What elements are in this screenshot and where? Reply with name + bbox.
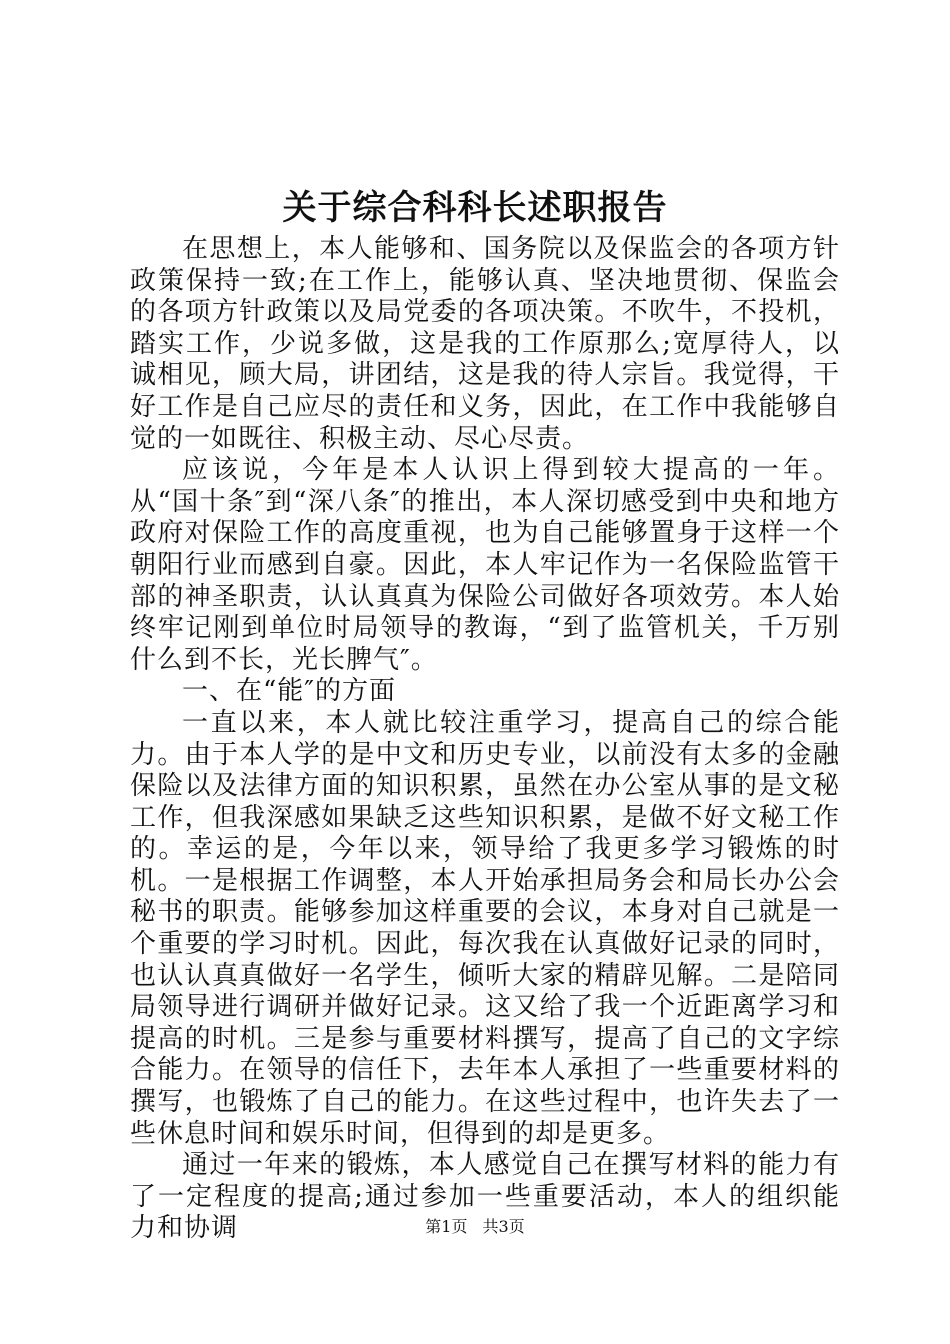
document-title: 关于综合科科长述职报告 (282, 188, 668, 228)
section-heading-1: 一、在“能″的方面 (182, 676, 397, 707)
paragraph-1: 在思想上，本人能够和、国务院以及保监会的各项方针政策保持一致;在工作上，能够认真、坚决地贯彻、保监会的各项方针政策以及局党委的各项决策。不吹牛，不投机，踏实工作，少说多做，这是我的工作原那么;宽厚待人，以诚相见，顾大局，讲团结，这是我的待人宗旨。我觉得，干好工作是自己应尽的责任和义务，因此，在工作中我能够自觉的一如既往、积极主动、尽心尽责。 (130, 234, 840, 454)
paragraph-2: 应该说，今年是本人认识上得到较大提高的一年。从“国十条″到“深八条″的推出，本人深切感受到中央和地方政府对保险工作的高度重视，也为自己能够置身于这样一个朝阳行业而感到自豪。因此，本人牢记作为一名保险监管干部的神圣职责，认认真真为保险公司做好各项效劳。本人始终牢记刚到单位时局领导的教诲，“到了监管机关，千万别什么到不长，光长脾气″。 (130, 455, 840, 675)
paragraph-4: 通过一年来的锻炼，本人感觉自己在撰写材料的能力有了一定程度的提高;通过参加一些重要活动，本人的组织能力和协调 (130, 1150, 840, 1244)
document-body (130, 234, 840, 1245)
paragraph-3: 一直以来，本人就比较注重学习，提高自己的综合能力。由于本人学的是中文和历史专业，以前没有太多的金融保险以及法律方面的知识积累，虽然在办公室从事的是文秘工作，但我深感如果缺乏这些知识积累，是做不好文秘工作的。幸运的是，今年以来，领导给了我更多学习锻炼的时机。一是根据工作调整，本人开始承担局务会和局长办公会秘书的职责。能够参加这样重要的会议，本身对自己就是一个重要的学习时机。因此，每次我在认真做好记录的同时，也认认真真做好一名学生，倾听大家的精辟见解。二是陪同局领导进行调研并做好记录。这又给了我一个近距离学习和提高的时机。三是参与重要材料撰写，提高了自己的文字综合能力。在领导的信任下，去年本人承担了一些重要材料的撰写，也锻炼了自己的能力。在这些过程中，也许失去了一些休息时间和娱乐时间，但得到的却是更多。 (130, 707, 840, 1149)
page-number: 第1页 (425, 1217, 468, 1236)
page-total: 共3页 (482, 1217, 525, 1236)
page-footer (0, 1216, 950, 1238)
